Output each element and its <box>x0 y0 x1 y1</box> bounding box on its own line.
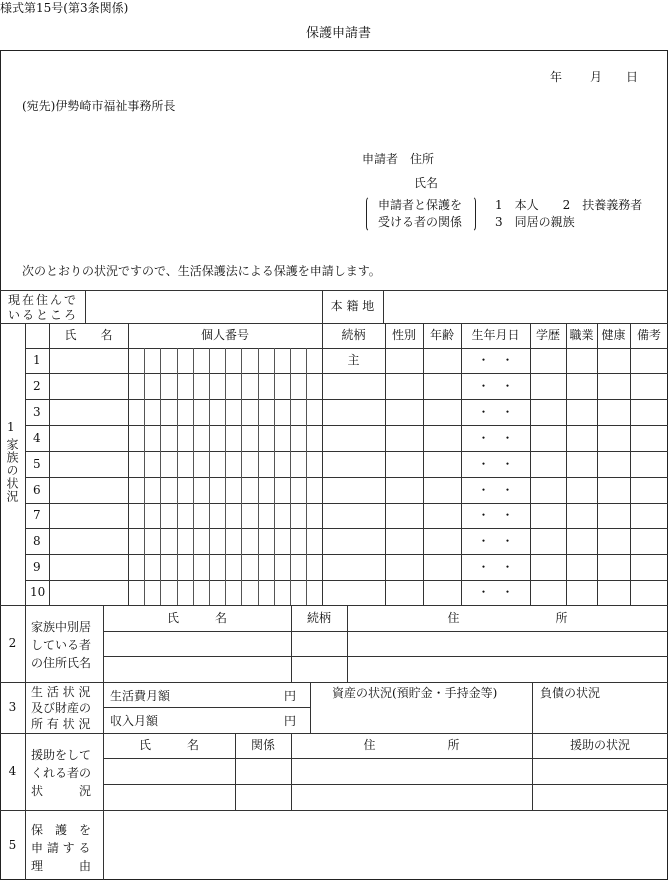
date-day: 日 <box>626 70 639 84</box>
header-name: 氏 名 <box>64 328 113 342</box>
form-number: 様式第15号(第3条関係) <box>0 1 129 15</box>
row-number: 4 <box>33 430 41 445</box>
row-number: 9 <box>33 559 41 574</box>
row-dob: ・ ・ <box>477 353 514 367</box>
reason-label-3: 理 由 <box>31 859 92 873</box>
row-number: 6 <box>33 482 41 497</box>
row-dob: ・ ・ <box>477 430 514 445</box>
row-number: 2 <box>33 378 41 393</box>
separated-header-relation: 続柄 <box>306 610 331 625</box>
header-occupation: 職業 <box>569 328 594 342</box>
header-my-number: 個人番号 <box>200 328 249 342</box>
header-sex: 性別 <box>391 328 416 342</box>
reason-label-1: 保 護 を <box>31 823 92 837</box>
separated-label-1: 家族中別居 <box>31 620 92 634</box>
applicant-name-label: 氏名 <box>414 176 439 190</box>
row-dob: ・ ・ <box>477 533 514 548</box>
row-dob: ・ ・ <box>477 404 514 419</box>
row-dob: ・ ・ <box>477 585 514 599</box>
living-debts-label: 負債の状況 <box>540 686 601 700</box>
row-number: 3 <box>33 404 41 419</box>
row-number: 8 <box>33 533 41 548</box>
living-section-number: 3 <box>8 700 17 714</box>
applicant-address-label: 申請者 住所 <box>362 152 435 166</box>
row-number: 7 <box>33 508 41 522</box>
living-expense-yen: 円 <box>284 689 297 703</box>
row-dob: ・ ・ <box>477 456 514 471</box>
date-month: 月 <box>590 70 603 84</box>
separated-header-name: 氏 名 <box>166 610 227 625</box>
row-dob: ・ ・ <box>477 508 514 522</box>
separated-label-3: の住所氏名 <box>31 656 92 670</box>
row-dob: ・ ・ <box>477 482 514 497</box>
header-education: 学歴 <box>535 328 560 342</box>
form-title: 保護申請書 <box>306 26 372 41</box>
header-remarks: 備考 <box>636 328 661 342</box>
addressee: (宛先)伊勢崎市福祉事務所長 <box>22 99 176 113</box>
reason-label-2: 申 請 す る <box>31 841 91 855</box>
living-label-3: 所 有 状 況 <box>31 717 91 731</box>
living-income-yen: 円 <box>284 714 297 728</box>
support-label-3: 状 況 <box>31 784 92 798</box>
support-header-relation: 関係 <box>250 738 275 752</box>
relation-option-1: 1 本人 2 扶養義務者 <box>495 198 643 212</box>
separated-header-address: 住 所 <box>447 610 568 625</box>
date-year: 年 <box>550 70 563 84</box>
family-section-number: 1 <box>7 420 15 434</box>
residence-label-2: いるところ <box>8 308 79 322</box>
living-assets-label: 資産の状況(預貯金・手持金等) <box>332 686 498 700</box>
header-age: 年齢 <box>429 328 454 342</box>
living-label-2: 及び財産の <box>31 701 92 715</box>
separated-label-2: している者 <box>31 638 92 652</box>
residence-label-1: 現在住んで <box>8 293 79 307</box>
row-number: 1 <box>33 353 41 367</box>
living-income-label: 収入月額 <box>110 714 159 728</box>
row-number: 10 <box>30 585 46 599</box>
support-label-2: くれる者の <box>31 766 92 780</box>
reason-section-number: 5 <box>8 837 17 852</box>
relation-label-2: 受ける者の関係 <box>378 215 463 229</box>
row-dob: ・ ・ <box>477 559 514 574</box>
support-header-status: 援助の状況 <box>569 738 630 752</box>
row-number: 5 <box>33 456 41 471</box>
header-relation: 続柄 <box>341 328 366 342</box>
relation-label-1: 申請者と保護を <box>378 198 463 212</box>
family-section-label: 家族の状況 <box>5 438 19 503</box>
domicile-label: 本 籍 地 <box>330 299 375 313</box>
support-section-number: 4 <box>8 764 17 778</box>
application-statement: 次のとおりの状況ですので、生活保護法による保護を申請します。 <box>22 264 381 278</box>
separated-section-number: 2 <box>8 636 17 650</box>
support-header-address: 住 所 <box>363 738 460 752</box>
support-label-1: 援助をして <box>31 748 92 762</box>
relation-option-2: 3 同居の親族 <box>495 215 575 229</box>
header-health: 健康 <box>601 328 626 342</box>
living-expense-label: 生活費月額 <box>110 689 171 703</box>
living-label-1: 生 活 状 況 <box>31 685 91 699</box>
header-dob: 生年月日 <box>471 328 520 342</box>
row-dob: ・ ・ <box>477 378 514 393</box>
row-relation: 主 <box>347 353 360 367</box>
support-header-name: 氏 名 <box>138 738 199 752</box>
